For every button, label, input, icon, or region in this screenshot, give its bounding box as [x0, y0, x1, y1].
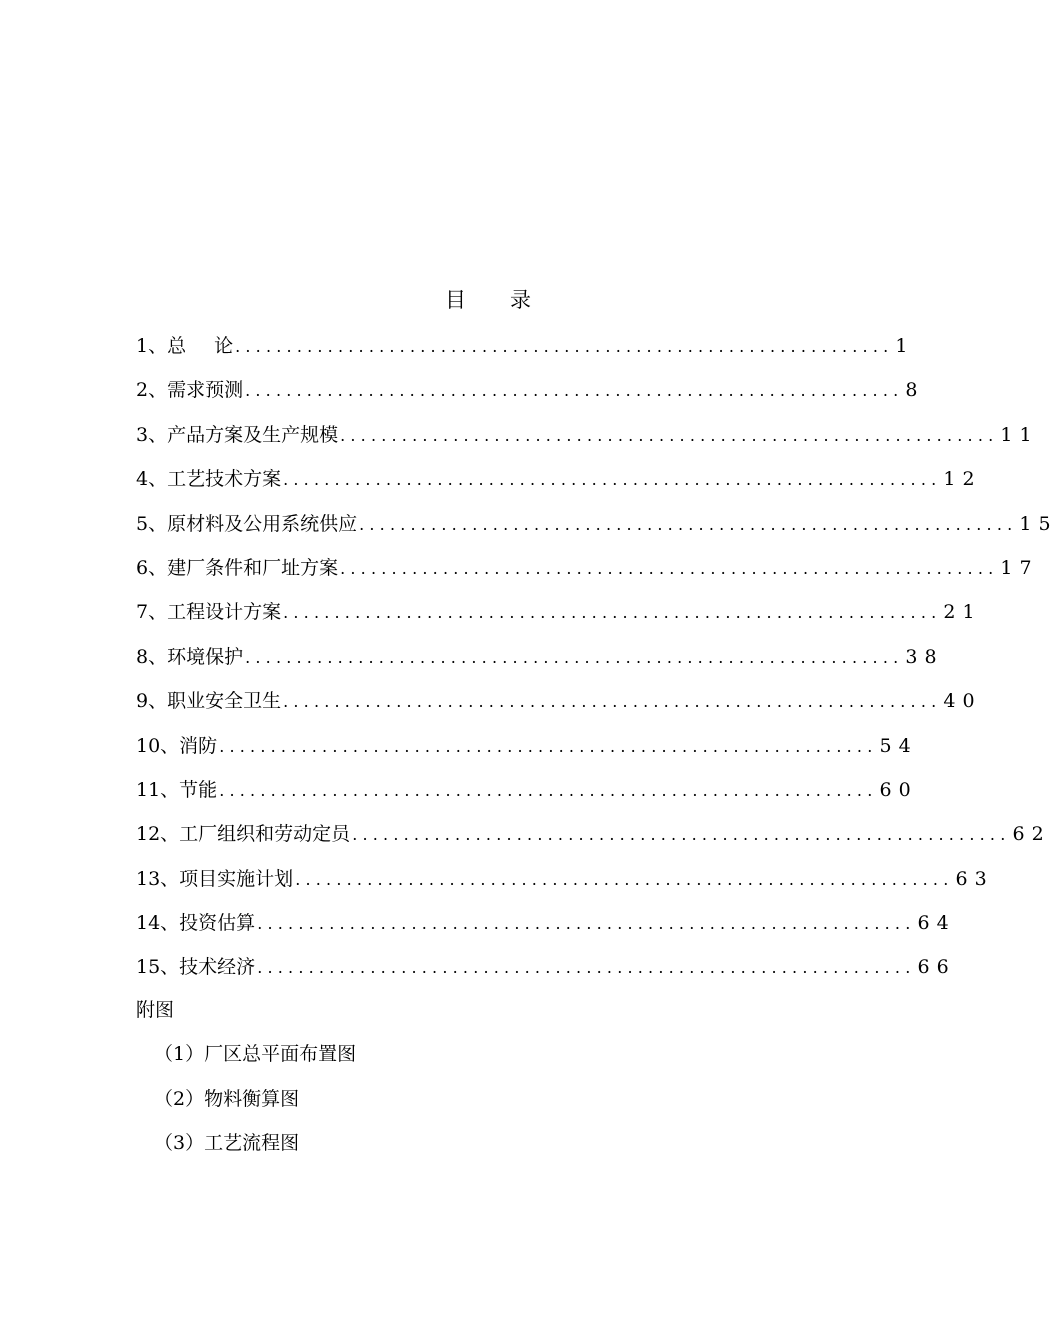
toc-entry-page: 21	[943, 601, 982, 624]
toc-entry-label: 5、原材料及公用系统供应	[136, 512, 358, 535]
toc-leader-dots: ................................................................	[340, 558, 999, 578]
toc-entry[interactable]	[136, 461, 982, 505]
toc-entry-label: 12、工厂组织和劳动定员	[136, 823, 351, 846]
toc-entry-page: 11	[1000, 423, 1039, 446]
toc-entry[interactable]	[136, 506, 1058, 550]
toc-entry[interactable]	[136, 639, 944, 683]
toc-entry-page: 12	[943, 468, 982, 491]
toc-entry[interactable]	[136, 372, 925, 416]
toc-entry-page: 60	[879, 778, 918, 801]
toc-entry-label: 8、环境保护	[136, 645, 244, 668]
toc-leader-dots: ................................................................	[257, 958, 916, 978]
toc-leader-dots: ................................................................	[295, 869, 954, 889]
toc-entry-label: 9、职业安全卫生	[136, 690, 282, 713]
toc-entry[interactable]	[136, 417, 1039, 461]
toc-entry-page: 64	[917, 912, 956, 935]
toc-leader-dots: ................................................................	[352, 825, 1011, 845]
toc-entry[interactable]	[136, 861, 994, 905]
toc-leader-dots: ................................................................	[283, 692, 942, 712]
toc-entry[interactable]	[136, 550, 1039, 594]
toc-title-left: 目	[445, 288, 466, 312]
toc-entry-page: 54	[879, 734, 918, 757]
toc-entry-label: 7、工程设计方案	[136, 601, 282, 624]
toc-entry-page: 15	[1019, 512, 1058, 535]
toc-entry-label: 13、项目实施计划	[136, 867, 294, 890]
toc-leader-dots: ................................................................	[283, 603, 942, 623]
toc-entry-page: 66	[917, 956, 956, 979]
toc-entry-label: 15、技术经济	[136, 956, 256, 979]
toc-entry-label: 11、节能	[136, 778, 218, 801]
toc-title-right: 录	[510, 288, 531, 312]
toc-leader-dots: ................................................................	[245, 381, 904, 401]
toc-entry[interactable]	[136, 949, 956, 993]
toc-entry-page: 8	[905, 379, 925, 402]
toc-entry-page: 38	[905, 645, 944, 668]
toc-leader-dots: ................................................................	[283, 470, 942, 490]
toc-entry-label: 2、需求预测	[136, 379, 244, 402]
toc-entry[interactable]	[136, 683, 982, 727]
toc-entry-label: 3、产品方案及生产规模	[136, 423, 339, 446]
toc-entry-label: 10、消防	[136, 734, 218, 757]
toc-leader-dots: ................................................................	[340, 425, 999, 445]
appendix-item[interactable]: （1）厂区总平面布置图	[154, 1043, 357, 1066]
appendix-item[interactable]: （2）物料衡算图	[154, 1087, 300, 1110]
toc-entry[interactable]	[136, 772, 918, 816]
toc-leader-dots: ................................................................	[235, 337, 894, 356]
toc-entry-page: 40	[943, 690, 982, 713]
toc-entry-page: 63	[955, 867, 994, 890]
toc-leader-dots: ................................................................	[219, 780, 878, 800]
toc-entry-label: 1、总 论	[136, 335, 234, 357]
appendix-item[interactable]: （3）工艺流程图	[154, 1132, 300, 1155]
toc-entry[interactable]	[136, 328, 915, 372]
toc-entry-label: 14、投资估算	[136, 912, 256, 935]
toc-leader-dots: ................................................................	[257, 914, 916, 934]
toc-entry-label: 6、建厂条件和厂址方案	[136, 556, 339, 579]
toc-entry[interactable]	[136, 816, 1051, 860]
toc-leader-dots: ................................................................	[219, 736, 878, 756]
toc-title	[0, 283, 976, 317]
toc-entry[interactable]	[136, 905, 956, 949]
toc-entry-page: 62	[1012, 823, 1051, 846]
appendix-heading: 附图	[136, 999, 175, 1021]
toc-entry[interactable]	[136, 594, 982, 638]
toc-entry-page: 17	[1000, 556, 1039, 579]
toc-leader-dots: ................................................................	[359, 514, 1018, 534]
toc-entry[interactable]	[136, 728, 918, 772]
toc-leader-dots: ................................................................	[245, 647, 904, 667]
toc-list	[136, 328, 1058, 994]
appendix-section	[136, 992, 836, 1170]
toc-entry-page: 1	[895, 335, 915, 357]
toc-entry-label: 4、工艺技术方案	[136, 468, 282, 491]
